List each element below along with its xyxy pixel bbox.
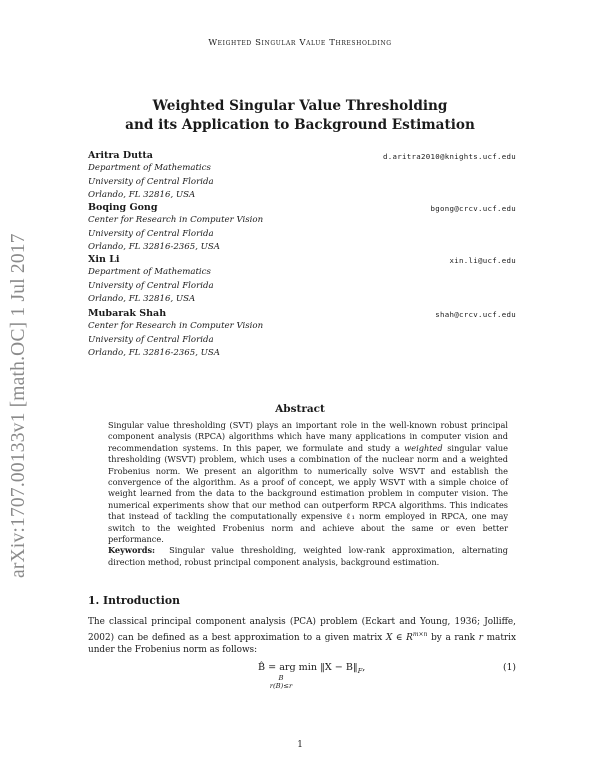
intro-math-matrix: X ∈ R — [385, 632, 413, 643]
author-affiliation-line: University of Central Florida — [88, 228, 214, 239]
author-affiliation-line: University of Central Florida — [88, 334, 214, 345]
author-name: Boqing Gong — [88, 202, 158, 213]
author-email: d.aritra2010@knights.ucf.edu — [383, 152, 516, 161]
intro-math-rank: r — [478, 632, 483, 643]
keywords-paragraph — [108, 545, 508, 568]
equation-subscript-constraint: r(B)≤r — [269, 682, 293, 690]
author-affiliation-line: Center for Research in Computer Vision — [88, 321, 264, 332]
intro-text-part: by a rank — [427, 632, 479, 643]
keywords-label: Keywords: — [108, 545, 156, 556]
author-affiliation-line: Department of Mathematics — [88, 163, 211, 174]
author-email: bgong@crcv.ucf.edu — [430, 204, 516, 213]
page-number: 1 — [297, 740, 303, 750]
equation-tail: , — [362, 662, 366, 673]
author-affiliation-line: University of Central Florida — [88, 280, 214, 291]
abstract-body — [108, 420, 508, 568]
author-email: shah@crcv.ucf.edu — [435, 310, 516, 319]
abstract-heading: Abstract — [275, 403, 325, 415]
author-affiliation-line: University of Central Florida — [88, 176, 214, 187]
author-affiliation-line: Department of Mathematics — [88, 267, 211, 278]
author-name: Aritra Dutta — [88, 150, 153, 161]
author-block — [88, 253, 516, 306]
title-line-2: and its Application to Background Estimation — [125, 117, 475, 133]
author-affiliation-line: Orlando, FL 32816-2365, USA — [88, 241, 221, 252]
paper-title — [0, 97, 600, 135]
equation-norm-subscript: F — [357, 666, 363, 675]
intro-math-superscript: m×n — [412, 630, 428, 638]
author-affiliation-line: Center for Research in Computer Vision — [88, 215, 264, 226]
author-affiliation-line: Orlando, FL 32816-2365, USA — [88, 347, 221, 358]
arxiv-identifier-stamp: arXiv:1707.00133v1 [math.OC] 1 Jul 2017 — [8, 233, 29, 578]
author-block — [88, 307, 516, 360]
equation-1 — [88, 662, 516, 696]
intro-text-part: The classical principal component analysis (PCA) problem (Eckart and Young, 1936; Jolliffe, 2002) can be defined as a best approximation to a given matrix — [88, 617, 516, 643]
author-block — [88, 201, 516, 254]
author-block — [88, 149, 516, 202]
author-affiliation-line: Orlando, FL 32816, USA — [88, 189, 196, 200]
author-email: xin.li@ucf.edu — [449, 256, 516, 265]
intro-paragraph — [88, 616, 516, 657]
title-line-1: Weighted Singular Value Thresholding — [152, 98, 448, 114]
abstract-text-part: singular value thresholding (WSVT) problem, which uses a combination of the nuclear norm and a weighted Frobenius norm. We present an algorithm to numerically solve WSVT and establish the convergence of the algorithm. As a proof of concept, we apply WSVT with a simple choice of weight learned from the data to the background estimation problem in computer vision. The numerical experiments show that our method can outperform RPCA algorithms. This indicates that instead of tackling the computationally expensive ℓ₁ norm employed in RPCA, one may switch to the weighted Frobenius norm and achieve about the same or even better performance. — [108, 442, 508, 545]
author-name: Xin Li — [88, 254, 120, 265]
equation-subscript-variable: B — [278, 674, 284, 682]
abstract-emphasis: weighted — [404, 442, 443, 453]
abstract-text-part: Singular value thresholding (SVT) plays an important role in the well-known robust principal component analysis (RPCA) algorithms which have many applications in computer vision and recommendation systems. In this paper, we formulate and study a — [108, 420, 508, 453]
abstract-paragraph — [108, 420, 508, 545]
equation-argmin-subscript — [262, 674, 300, 690]
intro-text-part: matrix under the Frobenius norm as follows: — [88, 632, 516, 656]
author-affiliation-line: Orlando, FL 32816, USA — [88, 293, 196, 304]
equation-number: (1) — [502, 662, 516, 673]
equation-body — [258, 662, 366, 690]
author-name: Mubarak Shah — [88, 308, 167, 319]
equation-expression: B̂ = arg min ‖X − B‖ — [258, 662, 358, 673]
running-header: Weighted Singular Value Thresholding — [208, 38, 392, 48]
keywords-list: Singular value thresholding, weighted low-rank approximation, alternating direction method, robust principal component analysis, background estimation. — [108, 545, 508, 567]
section-heading: 1. Introduction — [88, 594, 180, 607]
